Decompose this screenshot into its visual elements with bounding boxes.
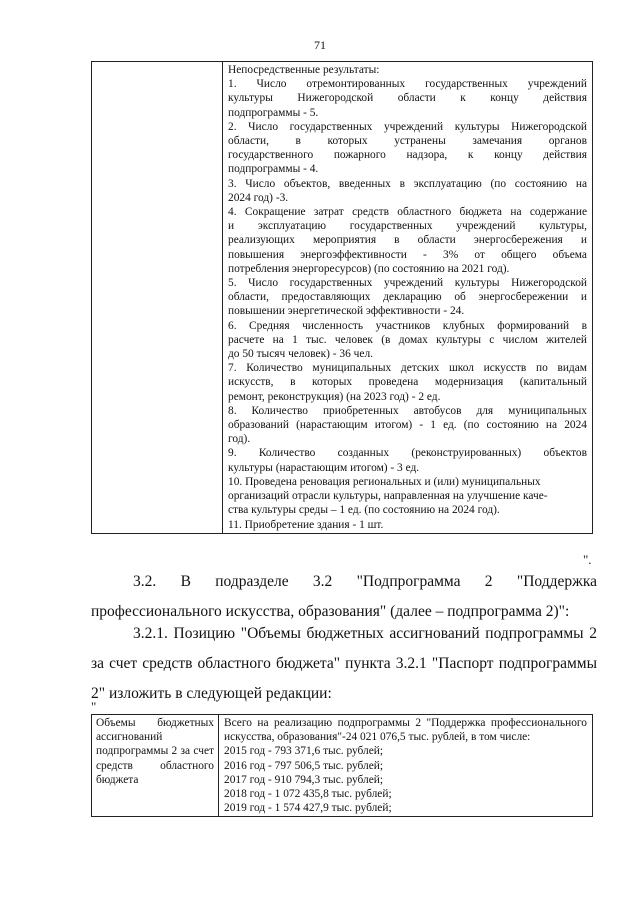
page-number: 71 <box>314 38 326 52</box>
result-line: государственного пожарного надзора, к концу действия <box>228 149 587 162</box>
result-line: ства культуры среды – 1 ед. (по состоянию на 2024 год). <box>228 504 500 517</box>
result-line: области, в которых устранены замечания органов <box>228 135 587 148</box>
budget-label-cell: Объемы бюджетных ассигнований подпрограммы 2 за счет средств областного бюджета <box>92 715 219 817</box>
result-line: культуры (нарастающим итогом) - 3 ед. <box>228 461 420 474</box>
result-line: и эксплуатацию государственных учреждений культуры, <box>228 220 587 233</box>
results-table <box>91 61 593 534</box>
result-line: повышения энергоэффективности - 3% от общего объема <box>228 248 587 261</box>
result-line: 2. Число государственных учреждений культуры Нижегородской <box>228 120 587 133</box>
result-line: повышении энергетической эффективности - 24. <box>228 305 465 318</box>
result-line: Непосредственные результаты: <box>228 64 380 76</box>
budget-value-cell <box>219 715 593 817</box>
result-line: организаций отрасли культуры, направленная на улучшение каче- <box>228 490 548 503</box>
result-line: культуры Нижегородской области к концу действия <box>228 92 587 105</box>
result-line: подпрограммы - 4. <box>228 163 319 176</box>
result-line: искусств, в которых проведена модернизация (капитальный <box>228 376 587 389</box>
result-line: 8. Количество приобретенных автобусов для муниципальных <box>228 404 587 417</box>
result-line: потребления энергоресурсов) (по состоянию на 2021 год). <box>228 262 510 275</box>
result-line: 1. Число отремонтированных государственных учреждений <box>228 78 587 91</box>
budget-year-line: 2018 год - 1 072 435,8 тыс. рублей; <box>224 788 392 801</box>
result-line: 4. Сокращение затрат средств областного бюджета на содержание <box>228 206 587 219</box>
results-table-content-cell <box>223 62 593 534</box>
budget-year-line: 2017 год - 910 794,3 тыс. рублей; <box>224 773 384 786</box>
result-line: 11. Приобретение здания - 1 шт. <box>228 518 384 531</box>
result-line: 6. Средняя численность участников клубных формирований в <box>228 319 587 332</box>
result-line: год). <box>228 433 251 446</box>
result-line: 5. Число государственных учреждений культуры Нижегородской <box>228 277 587 290</box>
paragraph-position-3-2-1 <box>91 619 597 709</box>
result-line: области, предоставляющих декларацию об энергосбережении и <box>228 291 587 304</box>
result-line: 3. Число объектов, введенных в эксплуатацию (по состоянию на <box>228 177 587 190</box>
budget-year-line: 2016 год - 797 506,5 тыс. рублей; <box>224 759 384 772</box>
opening-quote-mark: " <box>91 699 97 714</box>
budget-year-line: 2019 год - 1 574 427,9 тыс. рублей; <box>224 802 392 815</box>
results-table-empty-cell <box>92 62 223 534</box>
result-line: до 50 тысяч человек) - 36 чел. <box>228 348 373 361</box>
budget-year-line: 2015 год - 793 371,6 тыс. рублей; <box>224 745 384 758</box>
paragraph-text: 3.2. В подразделе 3.2 "Подпрограмма 2 "Поддержка профессионального искусства, образования" (далее – подпрограмма 2)": <box>91 573 597 620</box>
result-line: образований (нарастающим итогом) - 1 ед. (по состоянию на 2024 <box>228 419 587 432</box>
result-line: расчете на 1 тыс. человек (в домах культуры с числом жителей <box>228 333 587 346</box>
result-line: 10. Проведена реновация региональных и (или) муниципальных <box>228 475 541 488</box>
result-line: подпрограммы - 5. <box>228 106 319 119</box>
paragraph-text: 3.2.1. Позицию "Объемы бюджетных ассигнований подпрограммы 2 за счет средств областного бюджета" пункта 3.2.1 "Паспорт подпрограммы 2" изложить в следующей редакции: <box>91 625 597 702</box>
result-line: 9. Количество созданных (реконструированных) объектов <box>228 447 587 460</box>
result-line: 7. Количество муниципальных детских школ искусств по видам <box>228 362 587 375</box>
result-line: 2024 год) -3. <box>228 191 289 204</box>
paragraph-subsection-3-2 <box>91 567 597 627</box>
closing-quote-mark: ". <box>583 552 592 567</box>
result-line: реализующих мероприятия в области энергосбережения и <box>228 234 587 247</box>
result-line: ремонт, реконструкция) (на 2023 год) - 2 ед. <box>228 390 441 403</box>
budget-table <box>91 714 593 817</box>
budget-intro: Всего на реализацию подпрограммы 2 "Поддержка профессионального искусства, образования"-24 021 076,5 тыс. рублей, в том числе: <box>224 717 587 744</box>
